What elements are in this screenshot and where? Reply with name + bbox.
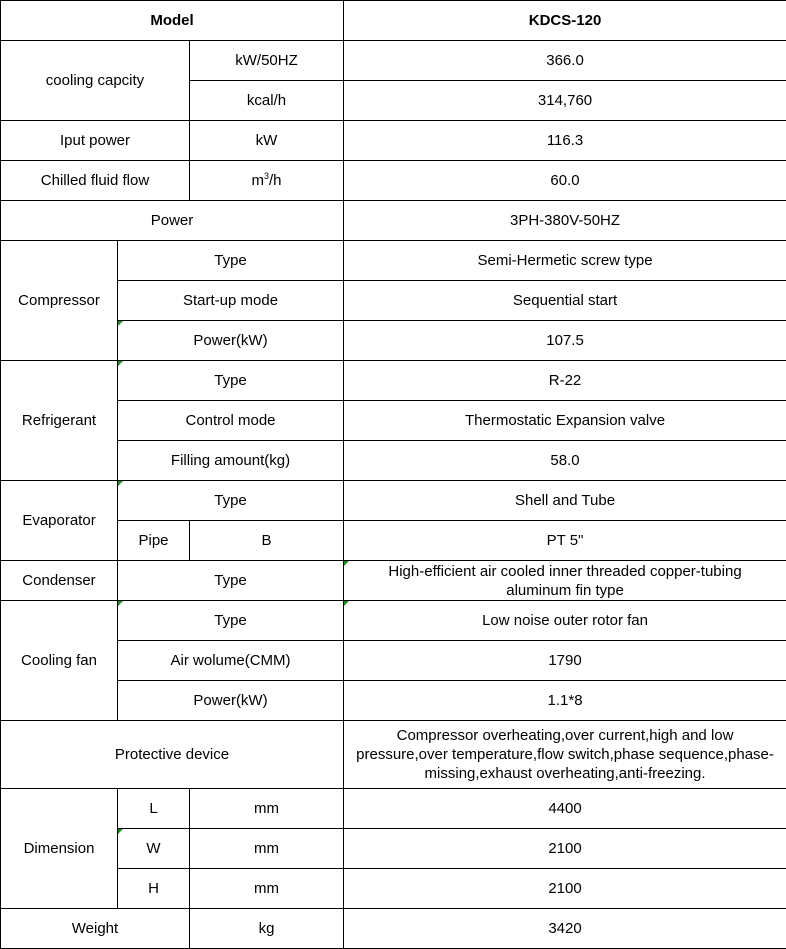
table-row: [1, 601, 786, 641]
cooling-fan-param: Air wolume(CMM): [118, 641, 344, 681]
weight-label: Weight: [1, 908, 190, 948]
evaporator-param: Type: [118, 481, 344, 521]
cooling-fan-value: 1790: [344, 641, 786, 681]
condenser-param: Type: [118, 561, 344, 601]
dimension-axis: L: [118, 788, 190, 828]
input-power-label: Iput power: [1, 121, 190, 161]
compressor-value: Semi-Hermetic screw type: [344, 241, 786, 281]
cooling-fan-param: Power(kW): [118, 681, 344, 721]
chilled-flow-unit-tail: /h: [269, 172, 282, 189]
dimension-value: 2100: [344, 868, 786, 908]
protective-device-value: [344, 721, 786, 789]
weight-unit: kg: [190, 908, 344, 948]
power-value: 3PH-380V-50HZ: [344, 201, 786, 241]
table-row: [1, 481, 786, 521]
table-row: [1, 788, 786, 828]
power-label: Power: [1, 201, 344, 241]
table-row: [1, 681, 786, 721]
refrigerant-param: Control mode: [118, 401, 344, 441]
refrigerant-value: R-22: [344, 361, 786, 401]
dimension-axis: W: [118, 828, 190, 868]
cooling-fan-label: Cooling fan: [1, 601, 118, 721]
refrigerant-param: Filling amount(kg): [118, 441, 344, 481]
table-row: [1, 908, 786, 948]
table-row: [1, 561, 786, 601]
condenser-value-line: aluminum fin type: [506, 581, 624, 599]
condenser-value: [344, 561, 786, 601]
refrigerant-value: 58.0: [344, 441, 786, 481]
input-power-value: 116.3: [344, 121, 786, 161]
chilled-flow-unit-sup: 3: [264, 171, 270, 181]
compressor-param: Power(kW): [118, 321, 344, 361]
cooling-fan-value: Low noise outer rotor fan: [344, 601, 786, 641]
table-row: [1, 201, 786, 241]
refrigerant-param: Type: [118, 361, 344, 401]
weight-value: 3420: [344, 908, 786, 948]
chilled-flow-unit: [190, 161, 344, 201]
header-model-label: Model: [1, 1, 344, 41]
table-row: [1, 121, 786, 161]
header-model-value: KDCS-120: [344, 1, 786, 41]
cooling-capacity-unit: kW/50HZ: [190, 41, 344, 81]
dimension-unit: mm: [190, 868, 344, 908]
cooling-capacity-value: 314,760: [344, 81, 786, 121]
evaporator-pipe-param: B: [190, 521, 344, 561]
evaporator-value: Shell and Tube: [344, 481, 786, 521]
cooling-fan-value: 1.1*8: [344, 681, 786, 721]
table-row: [1, 828, 786, 868]
cooling-capacity-unit: kcal/h: [190, 81, 344, 121]
compressor-param: Start-up mode: [118, 281, 344, 321]
compressor-value: Sequential start: [344, 281, 786, 321]
header-row: [1, 1, 786, 41]
protective-device-line: pressure,over temperature,flow switch,phase sequence,phase-: [356, 745, 774, 763]
table-row: [1, 241, 786, 281]
table-row: [1, 161, 786, 201]
table-row: [1, 441, 786, 481]
condenser-value-line: High-efficient air cooled inner threaded copper-tubing: [388, 562, 742, 580]
protective-device-line: missing,exhaust overheating,anti-freezing.: [424, 764, 706, 782]
refrigerant-value: Thermostatic Expansion valve: [344, 401, 786, 441]
table-row: [1, 281, 786, 321]
compressor-label: Compressor: [1, 241, 118, 361]
table-row: [1, 521, 786, 561]
dimension-value: 2100: [344, 828, 786, 868]
dimension-unit: mm: [190, 828, 344, 868]
protective-device-label: Protective device: [1, 721, 344, 789]
protective-device-line: Compressor overheating,over current,high and low: [396, 726, 734, 744]
cooling-fan-param: Type: [118, 601, 344, 641]
dimension-label: Dimension: [1, 788, 118, 908]
chilled-flow-label: Chilled fluid flow: [1, 161, 190, 201]
table-row: [1, 868, 786, 908]
input-power-unit: kW: [190, 121, 344, 161]
table-row: [1, 721, 786, 789]
compressor-value: 107.5: [344, 321, 786, 361]
cooling-capacity-value: 366.0: [344, 41, 786, 81]
cooling-capacity-label: cooling capcity: [1, 41, 190, 121]
condenser-label: Condenser: [1, 561, 118, 601]
chilled-flow-value: 60.0: [344, 161, 786, 201]
evaporator-label: Evaporator: [1, 481, 118, 561]
dimension-value: 4400: [344, 788, 786, 828]
table-row: [1, 361, 786, 401]
table-row: [1, 641, 786, 681]
chilled-flow-unit-base: m: [251, 172, 264, 189]
table-row: [1, 401, 786, 441]
dimension-unit: mm: [190, 788, 344, 828]
table-row: [1, 41, 786, 81]
table-row: [1, 321, 786, 361]
evaporator-pipe-label: Pipe: [118, 521, 190, 561]
evaporator-pipe-value: PT 5": [344, 521, 786, 561]
compressor-param: Type: [118, 241, 344, 281]
refrigerant-label: Refrigerant: [1, 361, 118, 481]
dimension-axis: H: [118, 868, 190, 908]
